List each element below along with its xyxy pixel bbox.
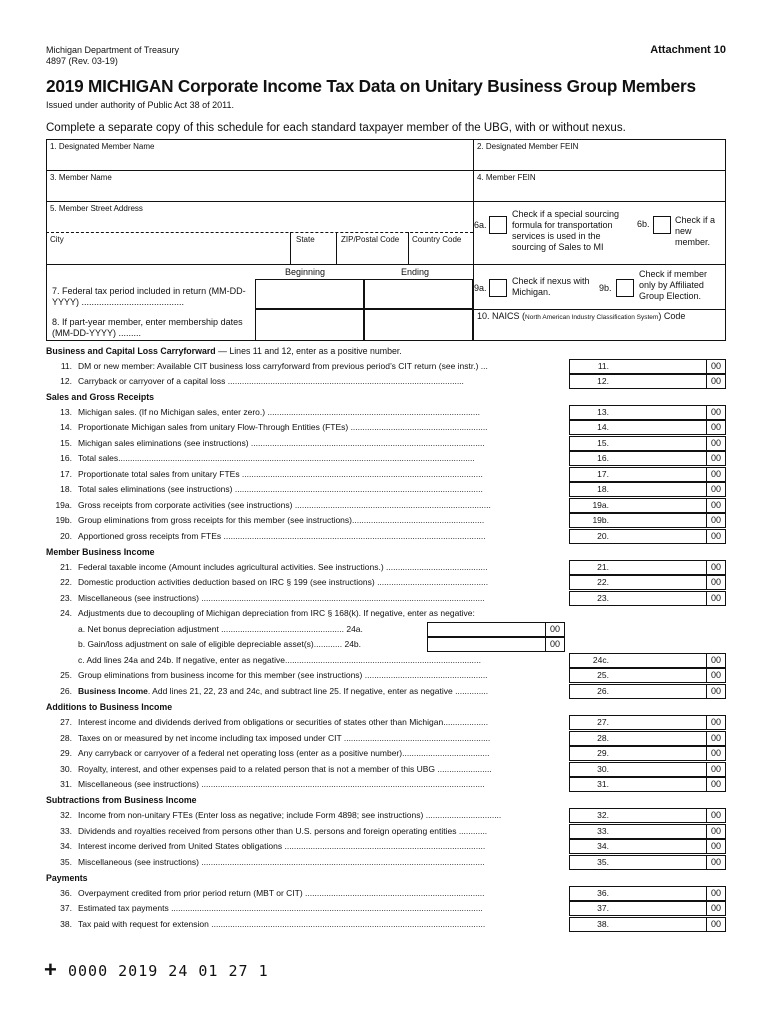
line-19a-row: 19a. Gross receipts from corporate activities (see instructions) ................................................................................... 19a. (55, 500, 609, 510)
line-24b-cents: 00 (545, 637, 565, 652)
line-11-cents: 00 (706, 359, 726, 374)
line-9a-label: 9a. (474, 283, 487, 293)
line-29-amount[interactable] (569, 746, 706, 761)
line-20-amount[interactable] (569, 529, 706, 544)
line-17-row: 17. Proportionate total sales from unitary FTEs ...................................................................................................... 17. (60, 469, 609, 479)
line-21-amount[interactable] (569, 560, 706, 575)
line-11-row: 11. DM or new member: Available CIT business loss carryforward from previous period’s CIT return (see instr.) ... 11. (60, 361, 609, 371)
line-23-cents: 00 (706, 591, 726, 606)
line-28-row: 28. Taxes on or measured by net income including tax imposed under CIT .............................................................. 28. (60, 733, 609, 743)
line-36-row: 36. Overpayment credited from prior period return (MBT or CIT) ............................................................................ 36. (60, 888, 609, 898)
street-address-input[interactable] (50, 217, 465, 230)
line-14-cents: 00 (706, 420, 726, 435)
member-fein-label: 4. Member FEIN (477, 173, 536, 182)
authority-note: Issued under authority of Public Act 38 of 2011. (46, 100, 234, 110)
line-18-row: 18. Total sales eliminations (see instructions) ......................................................................................................... 18. (60, 484, 609, 494)
line-31-cents: 00 (706, 777, 726, 792)
line-31-amount[interactable] (569, 777, 706, 792)
section-member-income: Member Business Income (46, 547, 155, 557)
line-12-row: 12. Carryback or carryover of a capital loss .................................................................................................... 12. (60, 376, 609, 386)
line-35-cents: 00 (706, 855, 726, 870)
line-13-cents: 00 (706, 405, 726, 420)
line-30-amount[interactable] (569, 762, 706, 777)
designated-member-fein-label: 2. Designated Member FEIN (477, 142, 579, 151)
line-15-cents: 00 (706, 436, 726, 451)
line-27-row: 27. Interest income and dividends derived from obligations or securities of states other than Michigan................... 27. (60, 717, 609, 727)
designated-member-name-label: 1. Designated Member Name (50, 142, 155, 151)
line-22-row: 22. Domestic production activities deduction based on IRC § 199 (see instructions) ............................................... 22. (60, 577, 609, 587)
line-20-row: 20. Apportioned gross receipts from FTEs ............................................................................................................... 20. (60, 531, 609, 541)
line-17-amount[interactable] (569, 467, 706, 482)
designated-member-name-input[interactable] (50, 155, 465, 168)
line-29-row: 29. Any carryback or carryover of a federal net operating loss (enter as a positive number)..................................... 29. (60, 748, 609, 758)
line-16-cents: 00 (706, 451, 726, 466)
line-9a-text: Check if nexus with Michigan. (512, 276, 590, 297)
line-26-amount[interactable] (569, 684, 706, 699)
line-35-row: 35. Miscellaneous (see instructions) ........................................................................................................................ 35. (60, 857, 609, 867)
line-18-amount[interactable] (569, 482, 706, 497)
member-fein-input[interactable] (477, 186, 717, 199)
instruction-text: Complete a separate copy of this schedule for each standard taxpayer member of the UBG, with or without nexus. (46, 122, 626, 134)
line-9b-label: 9b. (599, 283, 612, 293)
line-6b-label: 6b. (637, 219, 650, 229)
line-15-amount[interactable] (569, 436, 706, 451)
line-19a-cents: 00 (706, 498, 726, 513)
beginning-label: Beginning (285, 267, 326, 277)
form-number: 4897 (Rev. 03-19) (46, 56, 118, 66)
line-8-label: 8. If part-year member, enter membership dates (MM-DD-YYYY) ......... (52, 317, 243, 338)
line-37-cents: 00 (706, 901, 726, 916)
line-9b-checkbox[interactable] (616, 279, 634, 297)
line-7-label: 7. Federal tax period included in return (MM-DD-YYYY) ......................................... (52, 286, 246, 307)
line-6a-label: 6a. (474, 220, 487, 230)
line-32-row: 32. Income from non-unitary FTEs (Enter loss as negative; include Form 4898; see instructions) ................................ 32. (60, 810, 609, 820)
line-23-amount[interactable] (569, 591, 706, 606)
country-code-label: Country Code (412, 235, 462, 244)
line-24c-cents: 00 (706, 653, 726, 668)
plus-marker: + (44, 957, 57, 982)
line-31-row: 31. Miscellaneous (see instructions) ........................................................................................................................ 31. (60, 779, 609, 789)
line-10-label: 10. NAICS (North American Industry Classification System) Code (477, 311, 686, 321)
line-6b-checkbox[interactable] (653, 216, 671, 234)
line-24b-amount[interactable] (427, 637, 545, 652)
scan-code: 0000 2019 24 01 27 1 (68, 962, 269, 980)
line-13-row: 13. Michigan sales. (If no Michigan sales, enter zero.) .......................................................................................... 13. (60, 407, 609, 417)
line-38-amount[interactable] (569, 917, 706, 932)
line-20-cents: 00 (706, 529, 726, 544)
line-37-amount[interactable] (569, 901, 706, 916)
line-24c-amount[interactable] (569, 653, 706, 668)
line-27-amount[interactable] (569, 715, 706, 730)
ending-label: Ending (401, 267, 430, 277)
line-7-beginning-input[interactable] (255, 279, 364, 309)
line-24a-row: a. Net bonus depreciation adjustment .................................................... 24a. (78, 624, 363, 634)
line-26-row: 26. Business Income. Add lines 21, 22, 23 and 24c, and subtract line 25. If negative, enter as negative .............. 26. (60, 686, 609, 696)
section-subtractions: Subtractions from Business Income (46, 795, 197, 805)
line-16-row: 16. Total sales....................................................................................................................................................... 16. (60, 453, 609, 463)
line-33-amount[interactable] (569, 824, 706, 839)
line-16-amount[interactable] (569, 451, 706, 466)
line-12-amount[interactable] (569, 374, 706, 389)
section-sales: Sales and Gross Receipts (46, 392, 155, 402)
line-23-row: 23. Miscellaneous (see instructions) ........................................................................................................................ 23. (60, 593, 609, 603)
line-38-cents: 00 (706, 917, 726, 932)
line-19a-amount[interactable] (569, 498, 706, 513)
line-33-row: 33. Dividends and royalties received from persons other than U.S. persons and foreign operating entities ............ 33. (60, 826, 609, 836)
zip-label: ZIP/Postal Code (341, 235, 400, 244)
line-32-amount[interactable] (569, 808, 706, 823)
line-34-amount[interactable] (569, 839, 706, 854)
line-14-amount[interactable] (569, 420, 706, 435)
state-input[interactable] (294, 249, 334, 262)
line-37-row: 37. Estimated tax payments .................................................................................................................................... 37. (60, 903, 609, 913)
section-payments: Payments (46, 873, 88, 883)
line-26-cents: 00 (706, 684, 726, 699)
section-additions: Additions to Business Income (46, 702, 173, 712)
line-36-amount[interactable] (569, 886, 706, 901)
agency-name: Michigan Department of Treasury (46, 45, 180, 55)
line-24a-amount[interactable] (427, 622, 545, 637)
city-label: City (50, 235, 64, 244)
line-24c-row: c. Add lines 24a and 24b. If negative, enter as negative................................................................................... 24c. (78, 655, 609, 665)
street-address-label: 5. Member Street Address (50, 204, 143, 213)
member-name-input[interactable] (50, 186, 465, 199)
designated-member-fein-input[interactable] (477, 155, 717, 168)
form-title: 2019 MICHIGAN Corporate Income Tax Data on Unitary Business Group Members (46, 76, 696, 96)
line-38-row: 38. Tax paid with request for extension .................................................................................................................... 38. (60, 919, 609, 929)
line-11-amount[interactable] (569, 359, 706, 374)
section-carryforward: Business and Capital Loss Carryforward — Lines 11 and 12, enter as a positive number. (46, 346, 402, 356)
line-35-amount[interactable] (569, 855, 706, 870)
line-22-cents: 00 (706, 575, 726, 590)
line-6a-checkbox[interactable] (489, 216, 507, 234)
line-14-row: 14. Proportionate Michigan sales from unitary Flow-Through Entities (FTEs) .......................................................... 14. (60, 422, 609, 432)
line-24-row: 24. Adjustments due to decoupling of Michigan depreciation from IRC § 168(k). If negative, enter as negative: (60, 608, 475, 618)
line-32-cents: 00 (706, 808, 726, 823)
line-15-row: 15. Michigan sales eliminations (see instructions) ................................................................................................... 15. (60, 438, 609, 448)
line-28-amount[interactable] (569, 731, 706, 746)
line-25-row: 25. Group eliminations from business income for this member (see instructions) .................................................... 25. (60, 670, 609, 680)
state-label: State (296, 235, 315, 244)
naics-code-input[interactable] (477, 324, 717, 337)
line-33-cents: 00 (706, 824, 726, 839)
line-6b-text: Check if a new member. (675, 215, 716, 247)
zip-input[interactable] (340, 249, 406, 262)
line-8-beginning-input[interactable] (255, 309, 364, 341)
line-21-row: 21. Federal taxable income (Amount includes agricultural activities. See instructions.) ........................................... 21. (60, 562, 609, 572)
line-7-ending-input[interactable] (364, 279, 473, 309)
line-30-cents: 00 (706, 762, 726, 777)
line-24a-cents: 00 (545, 622, 565, 637)
line-34-row: 34. Interest income derived from United States obligations ..................................................................................... 34. (60, 841, 609, 851)
line-12-cents: 00 (706, 374, 726, 389)
country-code-input[interactable] (412, 249, 470, 262)
line-25-amount[interactable] (569, 668, 706, 683)
line-17-cents: 00 (706, 467, 726, 482)
line-6a-text: Check if a special sourcing formula for transportation services is used in the sourcing of Sales to MI (512, 209, 620, 252)
line-30-row: 30. Royalty, interest, and other expenses paid to a related person that is not a member of this UBG ....................... 30. (60, 764, 609, 774)
line-21-cents: 00 (706, 560, 726, 575)
line-9a-checkbox[interactable] (489, 279, 507, 297)
line-8-ending-input[interactable] (364, 309, 473, 341)
line-22-amount[interactable] (569, 575, 706, 590)
line-19b-amount[interactable] (569, 513, 706, 528)
line-19b-cents: 00 (706, 513, 726, 528)
line-36-cents: 00 (706, 886, 726, 901)
line-9b-text: Check if member only by Affiliated Group Election. (639, 269, 708, 301)
member-name-label: 3. Member Name (50, 173, 112, 182)
city-input[interactable] (50, 249, 286, 262)
attachment-label: Attachment 10 (650, 44, 726, 56)
line-19b-row: 19b. Group eliminations from gross receipts for this member (see instructions)........................................................ 19b. (55, 515, 609, 525)
line-27-cents: 00 (706, 715, 726, 730)
line-24b-row: b. Gain/loss adjustment on sale of eligible depreciable asset(s)............ 24b. (78, 639, 362, 649)
line-13-amount[interactable] (569, 405, 706, 420)
line-18-cents: 00 (706, 482, 726, 497)
line-25-cents: 00 (706, 668, 726, 683)
line-34-cents: 00 (706, 839, 726, 854)
line-29-cents: 00 (706, 746, 726, 761)
line-28-cents: 00 (706, 731, 726, 746)
